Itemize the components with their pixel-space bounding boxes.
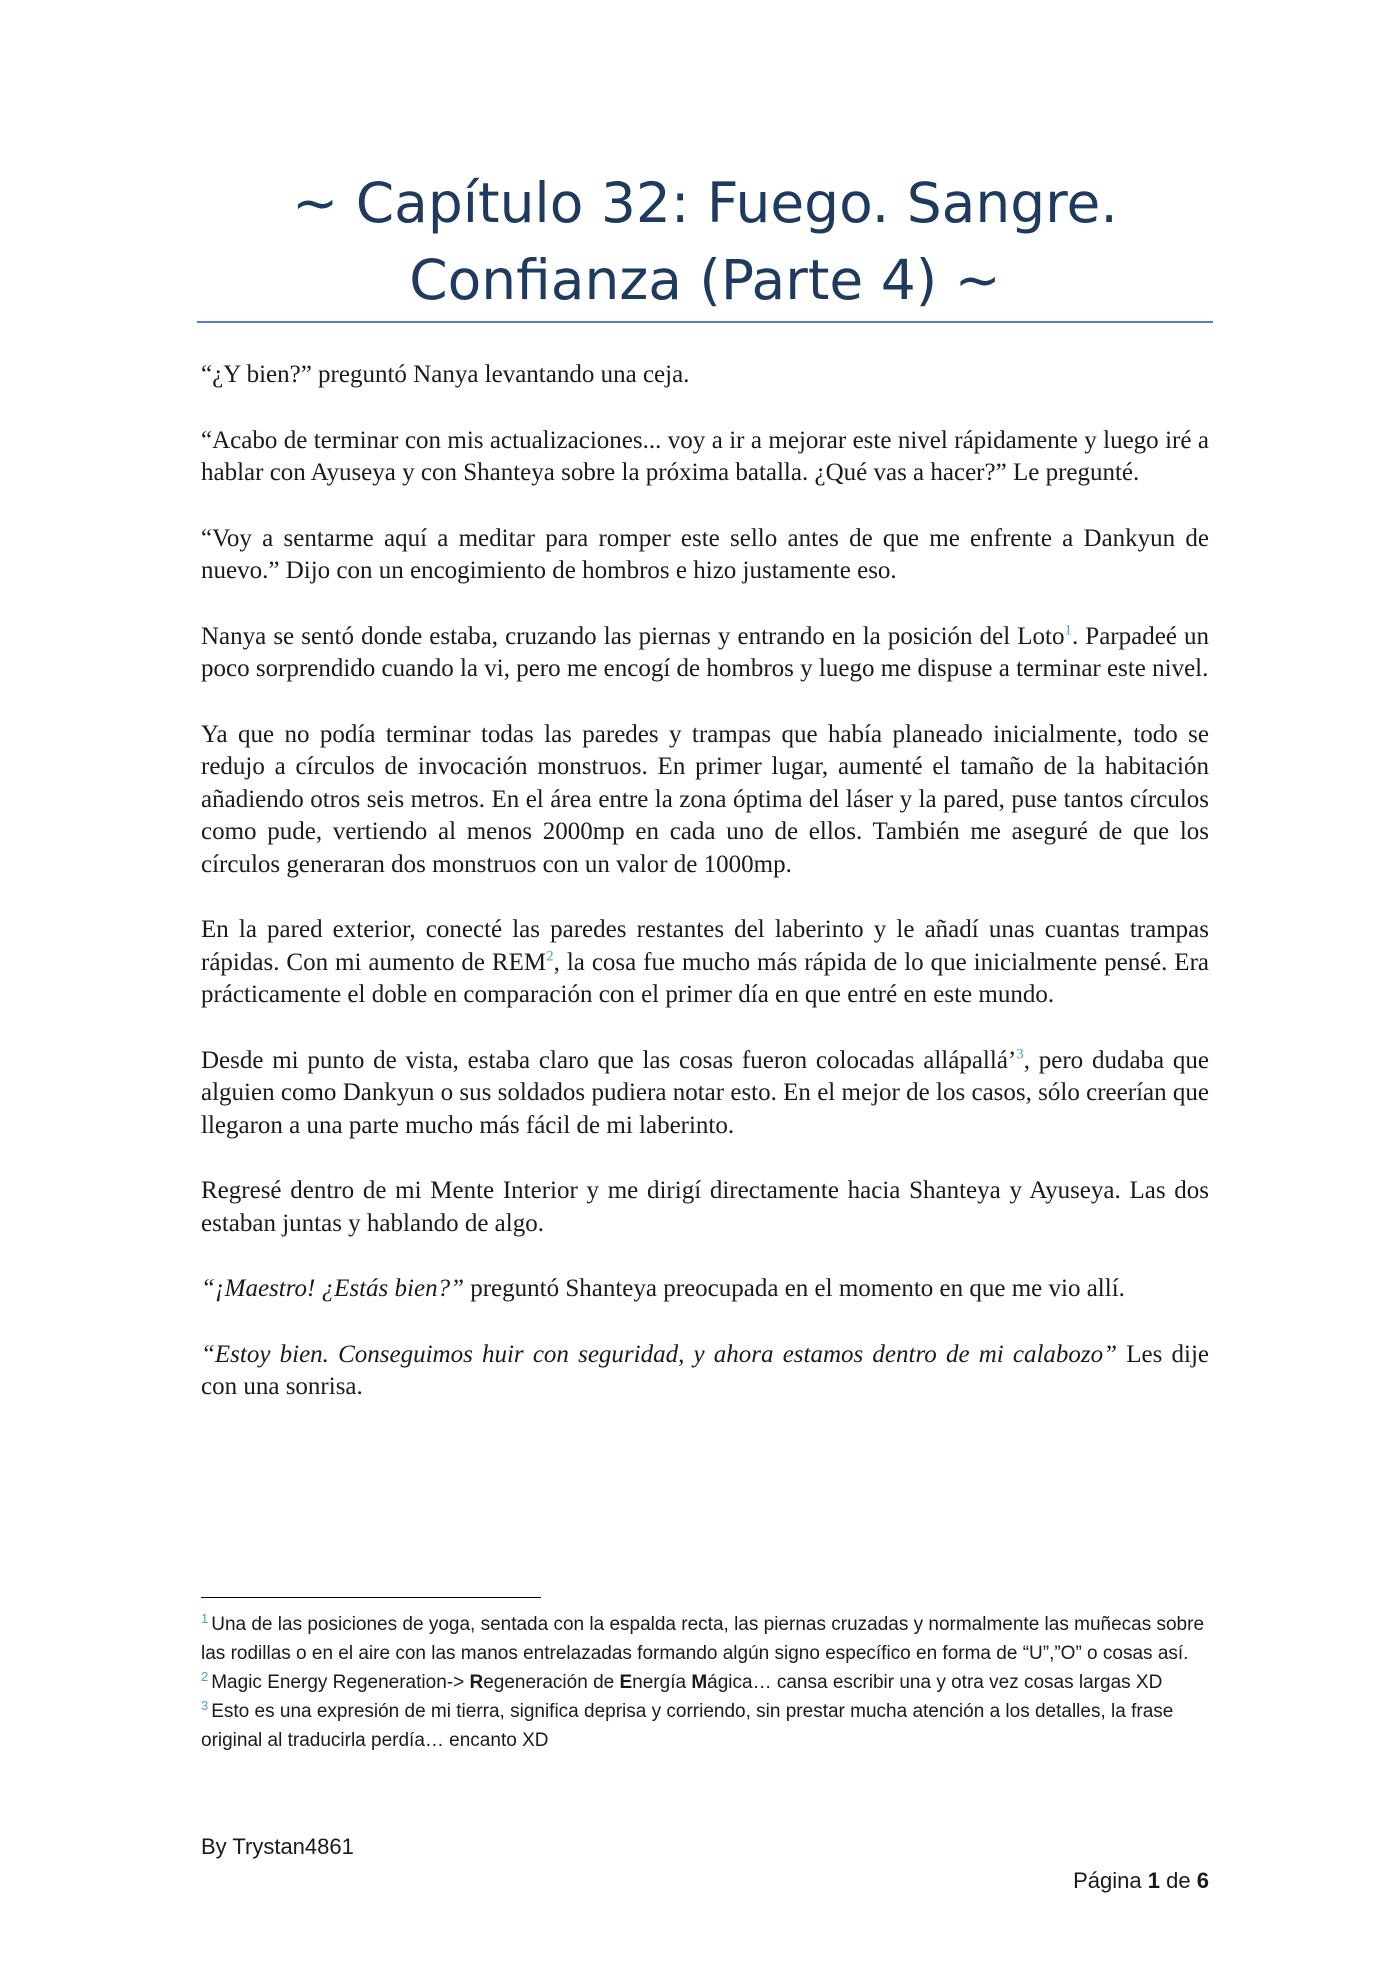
paragraph-10 [201, 1339, 1209, 1404]
paragraph-1: “¿Y bien?” preguntó Nanya levantando una ceja. [201, 361, 690, 388]
paragraph-6-text-a: En la pared exterior, conecté las paredes restantes del laberinto y le añadí unas cuantas trampas rápidas. Con mi aumento de REM [201, 916, 1209, 976]
footnote-2-text-c3: ágica… cansa escribir una y otra vez cosas largas XD [707, 1672, 1163, 1693]
footnote-2-bold-r: R [469, 1672, 484, 1693]
paragraph-6 [201, 914, 1209, 1012]
footnote-ref-3[interactable]: 3 [1016, 1046, 1024, 1063]
footnotes [201, 1610, 1209, 1755]
footnote-2-number: 2 [201, 1668, 209, 1684]
page-current: 1 [1147, 1868, 1161, 1893]
paragraph-2: “Acabo de terminar con mis actualizaciones... voy a ir a mejorar este nivel rápidamente y luego iré a hablar con Ayuseya y con Shanteya sobre la próxima batalla. ¿Qué vas a hacer?” Le pregunté. [201, 426, 1209, 486]
footnote-3 [201, 1697, 1209, 1755]
page-number [1073, 1866, 1209, 1896]
paragraph-4 [201, 621, 1209, 686]
paragraph-4-text-b: . Parpadeé un poco sorprendido cuando la vi, pero me encogí de hombros y luego me dispuse a terminar este nivel. [201, 622, 1209, 682]
page-total: 6 [1196, 1868, 1209, 1893]
footnote-2-text-c1: egeneración de [483, 1672, 620, 1693]
paragraph-9 [201, 1273, 1209, 1306]
footnote-2-text-a: Magic Energy Regeneration-> [211, 1672, 470, 1693]
paragraph-9-dialogue: “¡Maestro! ¿Estás bien?” [201, 1275, 464, 1302]
footnote-ref-2[interactable]: 2 [546, 948, 554, 965]
paragraph-10-text: Les dije con una sonrisa. [201, 1340, 1209, 1400]
footnote-2-bold-m: M [691, 1672, 708, 1693]
chapter-body [201, 359, 1209, 1404]
paragraph-8: Regresé dentro de mi Mente Interior y me dirigí directamente hacia Shanteya y Ayuseya. Las dos estaban juntas y hablando de algo. [201, 1177, 1209, 1237]
footnote-2 [201, 1668, 1209, 1697]
paragraph-7-text-a: Desde mi punto de vista, estaba claro que las cosas fueron colocadas allápallá’ [201, 1046, 1017, 1074]
paragraph-9-text: preguntó Shanteya preocupada en el momento en que me vio allí. [463, 1275, 1125, 1302]
footnote-separator [201, 1597, 541, 1598]
footnote-1-number: 1 [201, 1610, 209, 1626]
paragraph-7 [201, 1045, 1209, 1143]
footnote-2-text-c2: nergía [632, 1672, 692, 1693]
title-underline [197, 321, 1213, 323]
paragraph-3: “Voy a sentarme aquí a meditar para romper este sello antes de que me enfrente a Dankyun de nuevo.” Dijo con un encogimiento de hombros e hizo justamente eso. [201, 524, 1209, 584]
chapter-title [197, 165, 1213, 319]
page-of: de [1166, 1868, 1191, 1893]
page-word: Página [1073, 1868, 1142, 1893]
footnote-1-text: Una de las posiciones de yoga, sentada con la espalda recta, las piernas cruzadas y normalmente las muñecas sobre las rodillas o en el aire con las manos entrelazadas formando algún signo específico en forma de “U”,”O” o cosas así. [201, 1614, 1205, 1664]
paragraph-4-text-a: Nanya se sentó donde estaba, cruzando las piernas y entrando en la posición del Loto [201, 622, 1065, 650]
chapter-title-line-1: ~ Capítulo 32: Fuego. Sangre. [292, 171, 1118, 235]
footnote-2-bold-e: E [619, 1672, 633, 1693]
paragraph-10-dialogue: “Estoy bien. Conseguimos huir con seguridad, y ahora estamos dentro de mi calabozo” [201, 1340, 1118, 1368]
footnote-ref-1[interactable]: 1 [1064, 622, 1072, 639]
chapter-title-line-2: Confianza (Parte 4) ~ [409, 248, 1001, 312]
footnote-3-number: 3 [201, 1697, 209, 1713]
footnote-3-text: Esto es una expresión de mi tierra, significa deprisa y corriendo, sin prestar mucha atención a los detalles, la frase original al traducirla perdía… encanto XD [201, 1701, 1174, 1751]
author-byline: By Trystan4861 [201, 1834, 354, 1859]
paragraph-5: Ya que no podía terminar todas las paredes y trampas que había planeado inicialmente, todo se redujo a círculos de invocación monstruos. En primer lugar, aumenté el tamaño de la habitación añadiendo otros seis metros. En el área entre la zona óptima del láser y la pared, puse tantos círculos como pude, vertiendo al menos 2000mp en cada uno de ellos. También me aseguré de que los círculos generaran dos monstruos con un valor de 1000mp. [201, 720, 1209, 878]
footnote-1 [201, 1610, 1209, 1668]
paragraph-7-text-b: , pero dudaba que alguien como Dankyun o sus soldados pudiera notar esto. En el mejor de los casos, sólo creerían que llegaron a una parte mucho más fácil de mi laberinto. [201, 1046, 1209, 1139]
paragraph-6-text-b: , la cosa fue mucho más rápida de lo que inicialmente pensé. Era prácticamente el doble en comparación con el primer día en que entré en este mundo. [201, 948, 1209, 1008]
